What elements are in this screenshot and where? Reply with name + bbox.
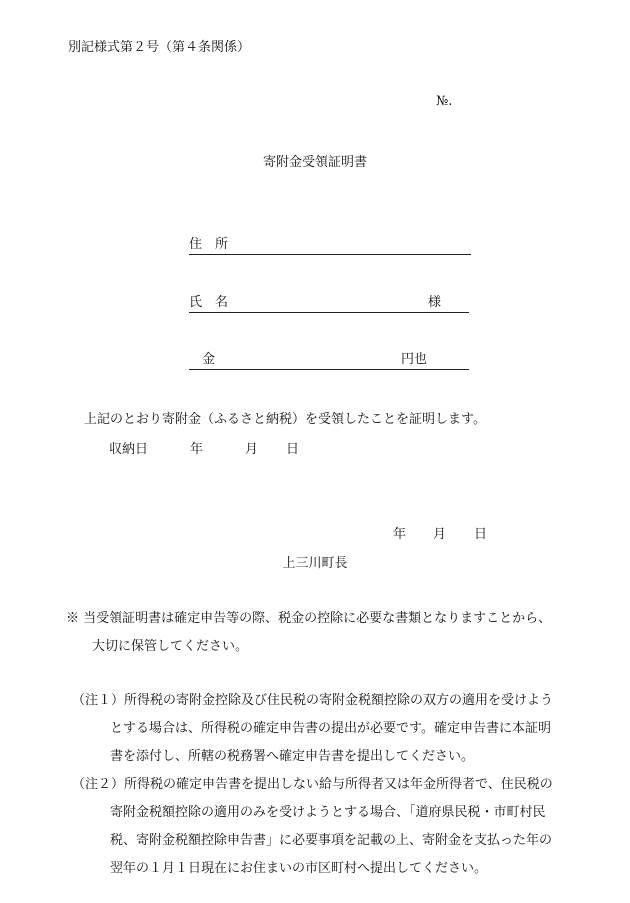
amount-label: 金	[202, 352, 216, 367]
note-line: 寄附金税額控除の適用のみを受けようとする場合、「道府県民税・市町村民	[110, 805, 546, 820]
payment-date-day: 日	[286, 442, 300, 457]
note-line: （注１）所得税の寄附金控除及び住民税の寄附金税額控除の双方の適用を受けよう	[72, 693, 554, 708]
payment-date-year: 年	[190, 442, 204, 457]
storage-notice	[66, 605, 551, 661]
payment-date-month: 月	[245, 442, 259, 457]
note-line: 税、寄附金税額控除申告書」に必要事項を記載の上、寄附金を支払った年の	[110, 833, 553, 848]
certificate-number-label: №.	[436, 94, 453, 109]
note-line: 書を添付し、所轄の税務署へ確定申告書を提出してください。	[110, 749, 475, 764]
payment-date-label: 収納日	[109, 442, 149, 457]
address-field	[189, 234, 471, 255]
amount-suffix: 円也	[401, 352, 428, 367]
address-label: 住 所	[189, 237, 229, 252]
form-number-label: 別記様式第２号（第４条関係）	[68, 40, 251, 55]
name-field	[189, 292, 469, 313]
issue-date-day: 日	[474, 527, 488, 542]
name-honorific: 様	[428, 295, 442, 310]
certification-statement: 上記のとおり寄附金（ふるさと納税）を受領したことを証明します。	[84, 412, 486, 427]
issue-date-month: 月	[433, 527, 447, 542]
storage-notice-line: 大切に保管してください。	[92, 639, 249, 654]
notes-section	[72, 687, 553, 883]
document-title: 寄附金受領証明書	[262, 155, 367, 170]
storage-notice-line: ※ 当受領証明書は確定申告等の際、税金の控除に必要な書類となりますことから、	[66, 611, 552, 626]
note-line: （注２）所得税の確定申告書を提出しない給与所得者又は年金所得者で、住民税の	[72, 777, 553, 792]
note-line: とする場合は、所得税の確定申告書の提出が必要です。確定申告書に本証明	[110, 721, 551, 736]
amount-field	[189, 349, 469, 370]
issue-date-year: 年	[393, 527, 407, 542]
name-label: 氏 名	[189, 295, 229, 310]
note-2	[72, 771, 553, 883]
note-line: 翌年の１月１日現在にお住まいの市区町村へ提出してください。	[110, 861, 488, 876]
note-1	[72, 687, 553, 771]
issuer-name: 上三川町長	[282, 556, 348, 571]
